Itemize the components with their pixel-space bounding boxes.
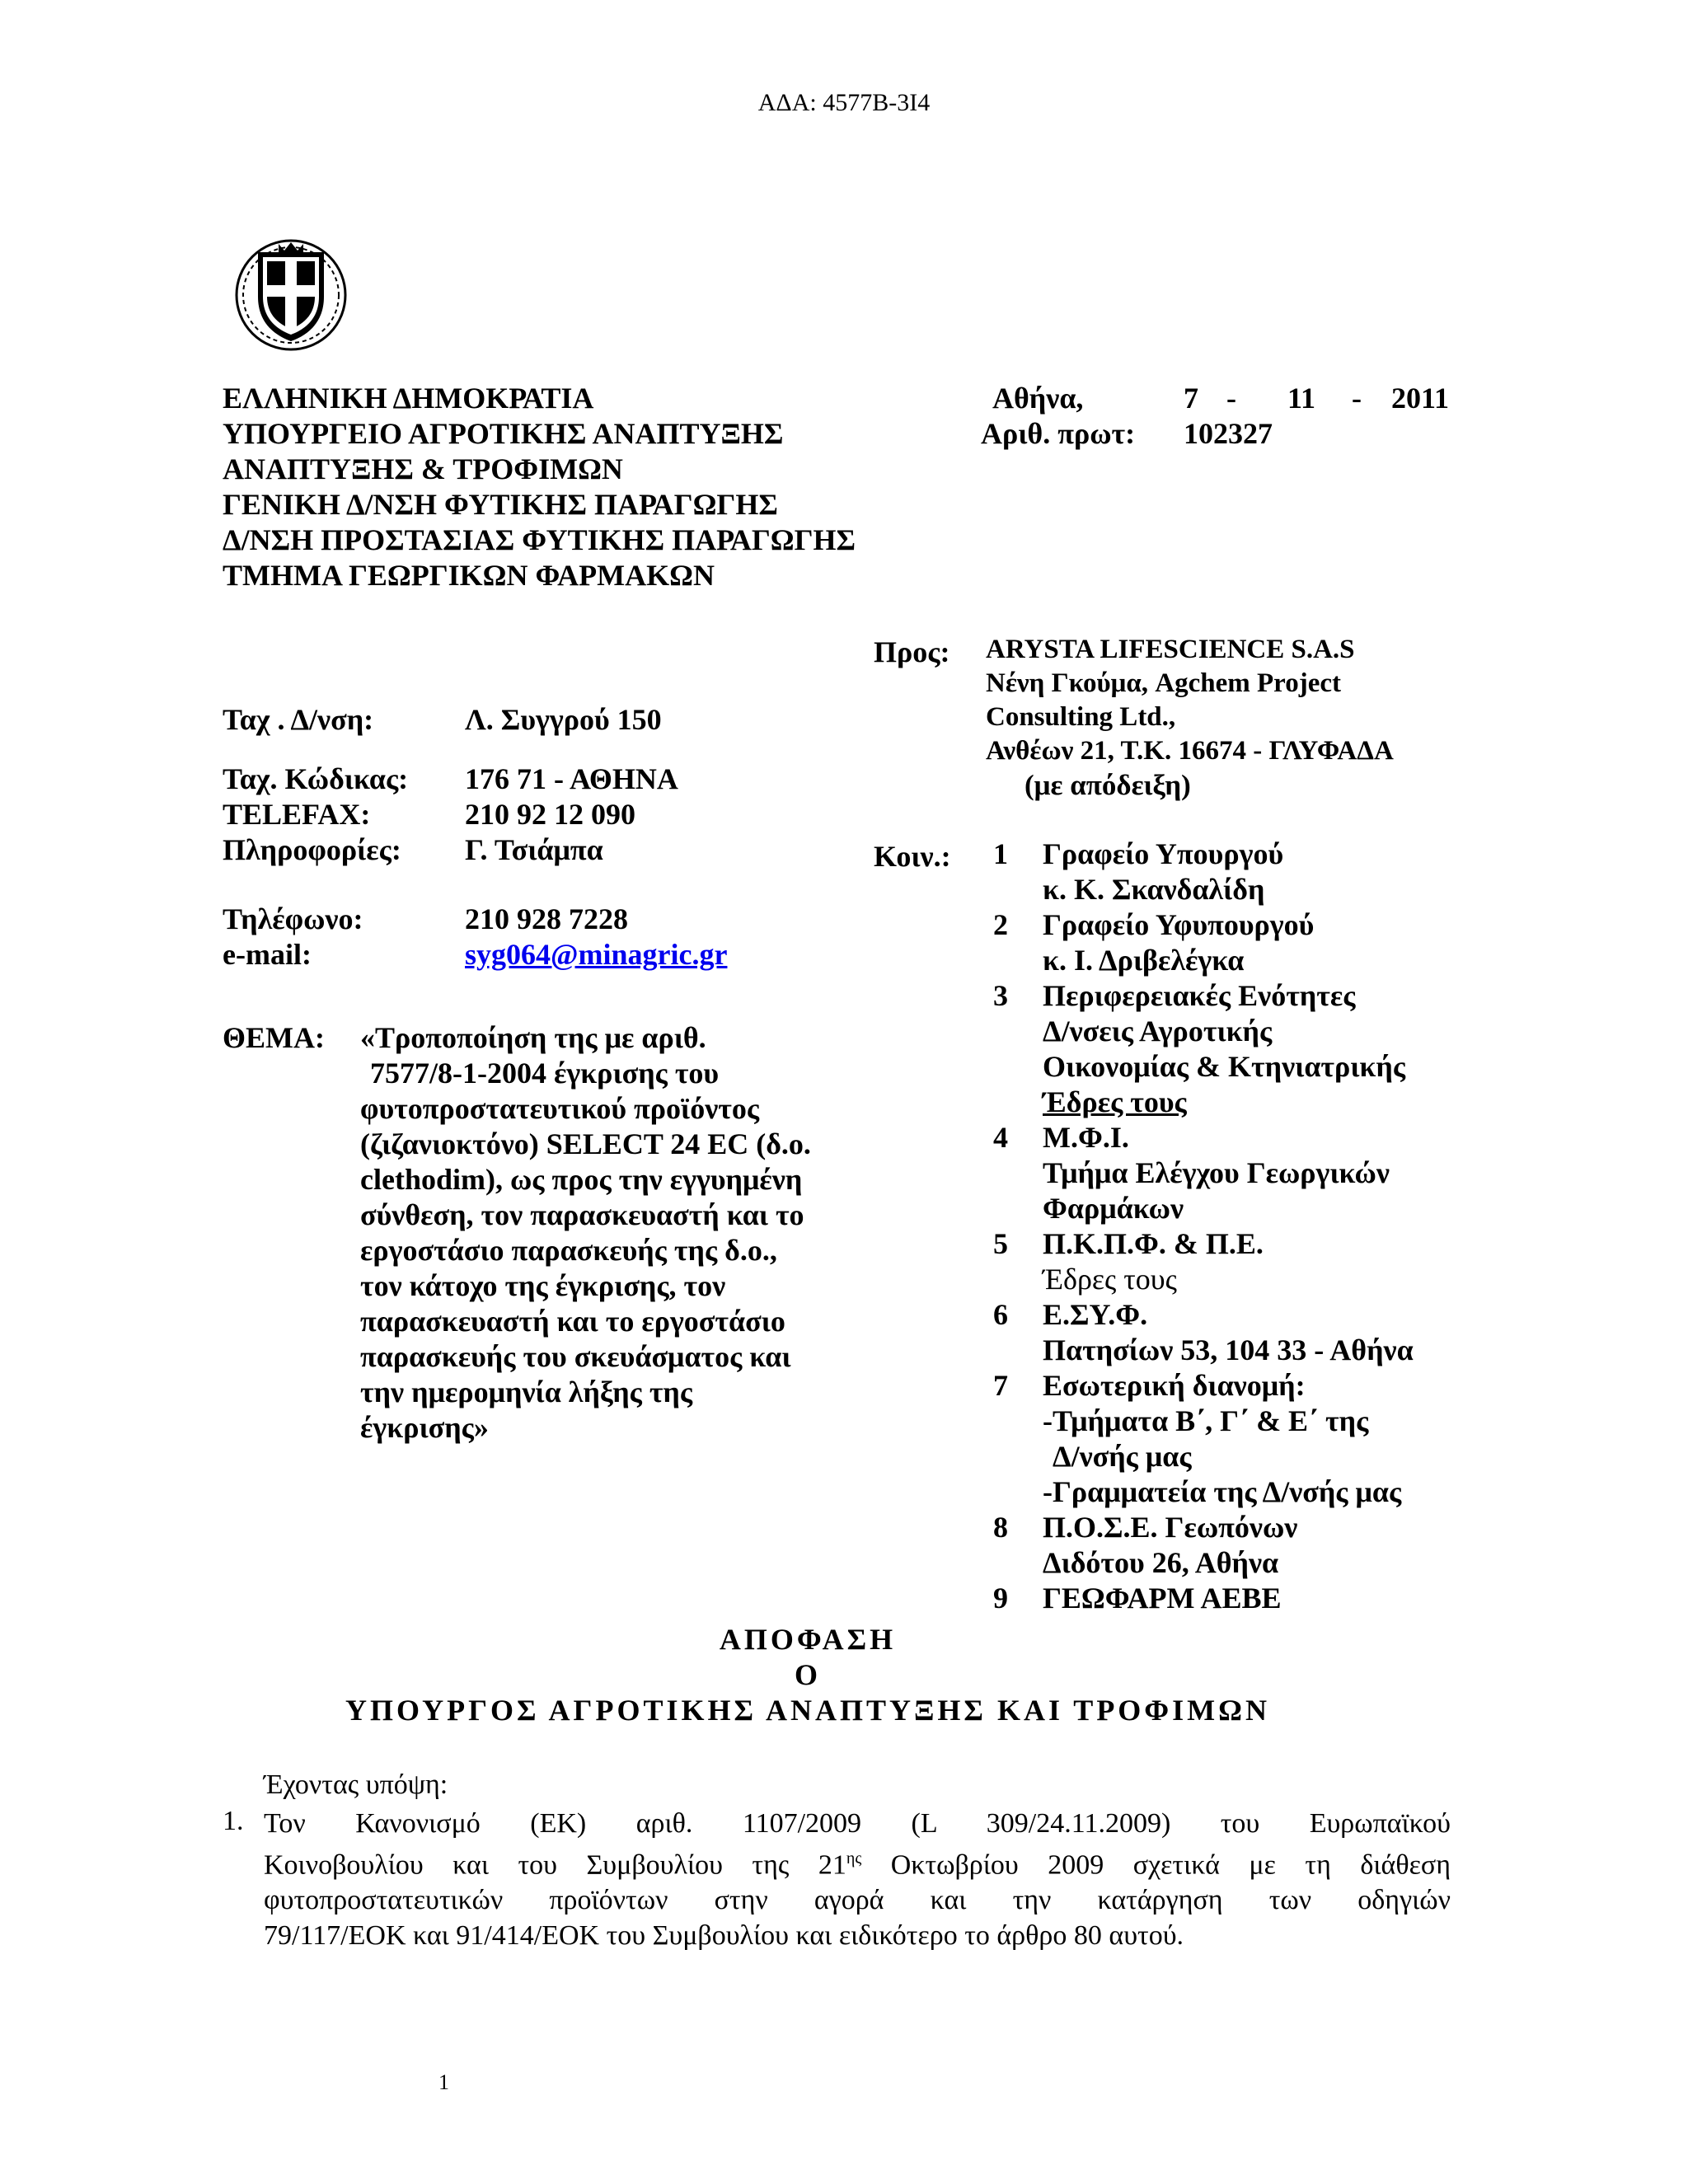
list-item-number: 7 — [993, 1369, 1008, 1402]
date-year: 2011 — [1391, 382, 1450, 415]
recipient-label: Προς: — [874, 635, 950, 668]
list-item-line: Γραφείο Υφυπουργού — [1043, 908, 1315, 941]
list-item-line: Διδότου 26, Αθήνα — [1043, 1546, 1279, 1579]
paragraph-line: φυτοπροστατευτικών προϊόντων στην αγορά και την κατάργηση των οδηγιών — [264, 1885, 1451, 1916]
address-label: Ταχ . Δ/νση: — [223, 703, 374, 736]
list-item-line: Τμήμα Ελέγχου Γεωργικών — [1043, 1156, 1390, 1189]
list-item-line: -Τμήματα Β΄, Γ΄ & Ε΄ της — [1043, 1404, 1369, 1437]
paragraph-line: 79/117/ΕΟΚ και 91/414/ΕΟΚ του Συμβουλίου και ειδικότερο το άρθρο 80 αυτού. — [264, 1920, 1184, 1952]
ministry-line: ΥΠΟΥΡΓΕΙΟ ΑΓΡΟΤΙΚΗΣ ΑΝΑΠΤΥΞΗΣ — [223, 417, 784, 450]
list-item — [993, 837, 1488, 907]
list-item-line: Πατησίων 53, 104 33 - Αθήνα — [1043, 1333, 1414, 1366]
list-item-line: Μ.Φ.Ι. — [1043, 1121, 1129, 1154]
postal-label: Ταχ. Κώδικας: — [223, 762, 409, 795]
list-item-number: 8 — [993, 1511, 1008, 1544]
ministry-line: ΤΜΗΜΑ ΓΕΩΡΓΙΚΩΝ ΦΑΡΜΑΚΩΝ — [223, 559, 715, 592]
ada-code: ΑΔΑ: 4577Β-3Ι4 — [757, 89, 931, 116]
subject-line: εργοστάσιο παρασκευής της δ.ο., — [360, 1234, 777, 1267]
paragraph-text: Κοινοβουλίου και του Συμβουλίου της 21 — [264, 1849, 846, 1881]
subject-line: την ημερομηνία λήξης της — [360, 1376, 693, 1408]
postal-value: 176 71 - ΑΘΗΝΑ — [465, 762, 678, 795]
date-separator: - — [1352, 382, 1362, 415]
subject-line: έγκρισης» — [360, 1411, 489, 1444]
list-item — [993, 1297, 1488, 1368]
list-item — [993, 1510, 1488, 1581]
list-item-line: Γραφείο Υπουργού — [1043, 837, 1284, 870]
subject-line: «Τροποποίηση της με αριθ. — [360, 1021, 706, 1054]
list-item-line: -Γραμματεία της Δ/νσής μας — [1043, 1475, 1402, 1508]
list-item-number: 6 — [993, 1298, 1008, 1331]
subject-line: (ζιζανιοκτόνο) SELECT 24 EC (δ.ο. — [360, 1127, 811, 1160]
decision-title: ΑΠΟΦΑΣΗ — [719, 1623, 897, 1656]
intro-text: Έχοντας υπόψη: — [264, 1769, 448, 1800]
ministry-header — [223, 381, 856, 593]
telefax-label: TELEFAX: — [223, 798, 371, 831]
recipient-line: Ανθέων 21, Τ.Κ. 16674 - ΓΛΥΦΑΔΑ — [986, 736, 1394, 766]
item-paragraph — [264, 1806, 1451, 1953]
subject-text — [360, 1020, 811, 1446]
list-item — [993, 1120, 1488, 1226]
subject-line: φυτοπροστατευτικού προϊόντος — [360, 1092, 760, 1125]
info-label: Πληροφορίες: — [223, 833, 401, 866]
page-number: 1 — [438, 2070, 449, 2094]
list-item-number: 1 — [993, 837, 1008, 870]
city-label: Αθήνα, — [992, 382, 1084, 415]
ministry-line: ΕΛΛΗΝΙΚΗ ΔΗΜΟΚΡΑΤΙΑ — [223, 382, 594, 415]
subject-label: ΘΕΜΑ: — [223, 1021, 325, 1054]
ministry-line: ΓΕΝΙΚΗ Δ/ΝΣΗ ΦΥΤΙΚΗΣ ΠΑΡΑΓΩΓΗΣ — [223, 488, 778, 521]
list-item-number: 9 — [993, 1582, 1008, 1615]
recipient-line: ARYSTA LIFESCIENCE S.A.S — [986, 635, 1355, 664]
recipient-block — [986, 633, 1394, 802]
list-item-line: Δ/νσεις Αγροτικής — [1043, 1015, 1273, 1047]
date-month: 11 — [1287, 382, 1316, 415]
paragraph-line: Τον Κανονισμό (ΕΚ) αριθ. 1107/2009 (L 309/24.11.2009) του Ευρωπαϊκού — [264, 1808, 1451, 1839]
list-item-line: Φαρμάκων — [1043, 1192, 1184, 1225]
list-item-line: Εσωτερική διανομή: — [1043, 1369, 1306, 1402]
cc-list — [993, 837, 1488, 1616]
email-link[interactable]: syg064@minagric.gr — [465, 938, 728, 971]
subject-line: παρασκευαστή και το εργοστάσιο — [360, 1305, 785, 1338]
phone-label: Τηλέφωνο: — [223, 902, 363, 935]
list-item-line: ΓΕΩΦΑΡΜ ΑΕΒΕ — [1043, 1582, 1282, 1615]
subject-line: 7577/8-1-2004 έγκρισης του — [370, 1057, 720, 1090]
decision-heading — [0, 1622, 1615, 1728]
list-item-number: 2 — [993, 908, 1008, 941]
date-separator: - — [1226, 382, 1236, 415]
list-item — [993, 1226, 1488, 1297]
decision-minister: ΥΠΟΥΡΓΟΣ ΑΓΡΟΤΙΚΗΣ ΑΝΑΠΤΥΞΗΣ ΚΑΙ ΤΡΟΦΙΜΩΝ — [345, 1694, 1270, 1727]
subject-line: clethodim), ως προς την εγγυημένη — [360, 1163, 803, 1196]
decision-article: Ο — [794, 1658, 821, 1691]
subject-line: παρασκευής του σκευάσματος και — [360, 1340, 791, 1373]
list-item — [993, 907, 1488, 978]
cc-label: Κοιν.: — [874, 840, 951, 873]
recipient-line: Consulting Ltd., — [986, 702, 1176, 732]
list-item — [993, 1581, 1488, 1616]
list-item-line: κ. Κ. Σκανδαλίδη — [1043, 873, 1265, 906]
date-protocol-block — [981, 381, 1454, 452]
subject-line: σύνθεση, τον παρασκευαστή και το — [360, 1198, 804, 1231]
recipient-line: Νένη Γκούμα, Agchem Project — [986, 668, 1341, 698]
protocol-label: Αριθ. πρωτ: — [981, 417, 1136, 450]
list-item-line: κ. Ι. Δριβελέγκα — [1043, 944, 1245, 977]
contact-block — [223, 702, 799, 982]
list-item-line: Έδρες τους — [1043, 1263, 1177, 1296]
telefax-value: 210 92 12 090 — [465, 798, 635, 831]
list-item-number: 5 — [993, 1227, 1008, 1260]
protocol-number: 102327 — [1184, 417, 1273, 450]
list-item-number: 3 — [993, 979, 1008, 1012]
list-item — [993, 978, 1488, 1120]
subject-line: τον κάτοχο της έγκρισης, τον — [360, 1269, 726, 1302]
ministry-line: ΑΝΑΠΤΥΞΗΣ & ΤΡΟΦΙΜΩΝ — [223, 452, 623, 485]
ministry-line: Δ/ΝΣΗ ΠΡΟΣΤΑΣΙΑΣ ΦΥΤΙΚΗΣ ΠΑΡΑΓΩΓΗΣ — [223, 523, 856, 556]
list-item-line: Π.Κ.Π.Φ. & Π.Ε. — [1043, 1227, 1264, 1260]
paragraph-line — [264, 1841, 1451, 1882]
list-item-line: Οικονομίας & Κτηνιατρικής — [1043, 1050, 1406, 1083]
list-item-line: Ε.ΣΥ.Φ. — [1043, 1298, 1148, 1331]
address-value: Λ. Συγγρού 150 — [465, 703, 662, 736]
phone-value: 210 928 7228 — [465, 902, 628, 935]
item-number: 1. — [223, 1806, 244, 1836]
list-item-number: 4 — [993, 1121, 1008, 1154]
list-item-line: Περιφερειακές Ενότητες — [1043, 979, 1356, 1012]
list-item-line: Δ/νσής μας — [1053, 1440, 1192, 1473]
email-label: e-mail: — [223, 938, 312, 971]
list-item — [993, 1368, 1488, 1510]
date-day: 7 — [1184, 382, 1198, 415]
list-item-line: Έδρες τους — [1043, 1085, 1187, 1118]
list-item-line: Π.Ο.Σ.Ε. Γεωπόνων — [1043, 1511, 1298, 1544]
info-value: Γ. Τσιάμπα — [465, 833, 603, 866]
paragraph-text: Οκτωβρίου 2009 σχετικά με τη διάθεση — [861, 1849, 1451, 1881]
greek-emblem-icon — [231, 232, 351, 353]
recipient-note: (με απόδειξη) — [1025, 769, 1191, 801]
ordinal-suffix: ης — [846, 1849, 862, 1868]
